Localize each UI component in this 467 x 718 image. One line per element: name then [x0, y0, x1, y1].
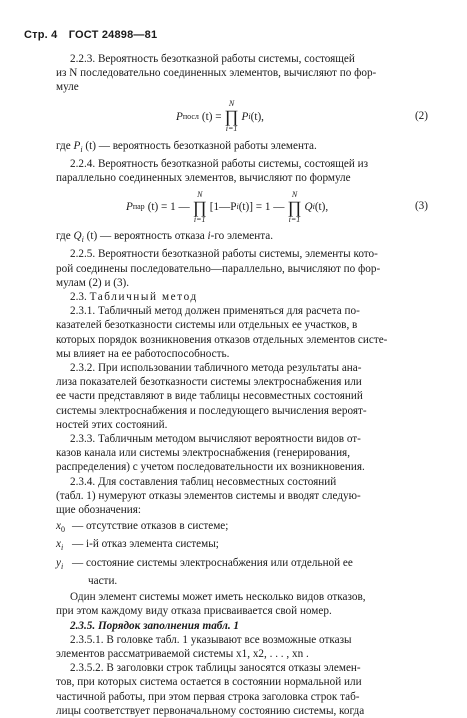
page-number: Стр. 4	[24, 29, 58, 41]
text-line: распределения) с учетом последовательности их возникновения.	[56, 461, 365, 474]
text-line: мы влияет на ее работоспособность.	[56, 347, 230, 360]
formula-2: P посл (t) = N ∏ i=1 P i (t), (2)	[176, 99, 428, 134]
text-line: 2.3.1. Табличный метод должен применяться для расчета по-	[70, 305, 360, 318]
text-line: параллельно соединенных элементов, вычисляют по формуле	[56, 172, 351, 185]
notation-list	[56, 519, 428, 588]
paragraph-2-3-3	[56, 432, 428, 475]
section-heading-2-3-5: 2.3.5. Порядок заполнения табл. 1	[70, 619, 240, 632]
text-line: тов, при которых система остается в состоянии нормальной или	[56, 676, 362, 689]
text-line: 2.2.4. Вероятность безотказной работы системы, состоящей из	[70, 157, 369, 170]
paragraph-2-3-2	[56, 361, 428, 432]
text-line: казов канала или системы электроснабжения (генерирования,	[56, 447, 350, 460]
product-operator: N ∏ i=1	[192, 189, 207, 224]
text-line: частичной работы, при этом первая строка заголовка строк таб-	[56, 690, 360, 703]
equation-number: (2)	[414, 109, 428, 122]
section-heading-2-3: 2.3. Табличный метод	[70, 291, 198, 304]
text-line: ее части представляют в виде таблицы несовместных состояний	[56, 390, 363, 403]
text-line: мулам (2) и (3).	[56, 276, 130, 289]
text-line: лицы соответствует первоначальному состоянию системы, когда	[56, 704, 365, 717]
where-p-definition: где $P_i$ (t) — вероятность безотказной работы элемента.	[56, 139, 317, 154]
text-line: 2.3.5.1. В головке табл. 1 указывают все возможные отказы	[70, 633, 352, 646]
text-line: 2.2.3. Вероятность безотказной работы системы, состоящей	[70, 53, 355, 65]
text-line: которых порядок возникновения отказов отдельных элементов систе-	[56, 333, 388, 346]
product-operator: N ∏ i=1	[287, 189, 302, 224]
text-line: 2.3.5.2. В заголовки строк таблицы заносятся отказы элемен-	[70, 662, 361, 675]
paragraph-2-2-3	[56, 52, 428, 95]
notation-item: $x_0$ — отсутствие отказов в системе;	[56, 520, 229, 535]
where-q-definition: где $Q_i$ (t) — вероятность отказа i-го элемента.	[56, 230, 274, 245]
text-line: элементов рассматриваемой системы x1, x2, . . . , xn .	[56, 647, 309, 660]
text-line: Один элемент системы может иметь несколько видов отказов,	[70, 591, 366, 604]
standard-code: ГОСТ 24898—81	[68, 29, 158, 41]
page-body	[56, 52, 428, 718]
paragraph-2-2-4	[56, 157, 428, 185]
paragraph-2-3-4	[56, 475, 428, 518]
text-line: 2.3.4. Для составления таблиц несовместных состояний	[70, 475, 337, 488]
text-line: 2.2.5. Вероятности безотказной работы системы, элементы кото-	[70, 248, 378, 261]
text-line: 2.3.3. Табличным методом вычисляют вероятности видов от-	[70, 433, 361, 446]
text-line: из N последовательно соединенных элементов, вычисляют по фор-	[56, 67, 377, 80]
equation-number: (3)	[414, 200, 428, 213]
text-line: 2.3.2. При использовании табличного метода результаты ана-	[70, 362, 362, 375]
paragraph-2-2-5	[56, 247, 428, 290]
paragraph-2-3-5-1	[56, 633, 428, 661]
notation-item-continued: части.	[88, 574, 118, 587]
paragraph-one-element	[56, 590, 428, 618]
text-line: ностей этих состояний.	[56, 418, 168, 431]
text-line: системы электроснабжения и последующего вычисления вероят-	[56, 404, 367, 417]
notation-item: $x_i$ — i-й отказ элемента системы;	[56, 538, 219, 553]
formula-3: P пар (t) = 1 — N ∏ i=1 [1—P i (t)] = 1 — N ∏ i=1 Q i (t), (3)	[126, 189, 428, 224]
text-line: рой соединены последовательно—параллельно, вычисляют по фор-	[56, 262, 381, 275]
page-header	[24, 28, 157, 42]
paragraph-2-3-1	[56, 304, 428, 361]
text-line: казателей безотказности системы или отдельных ее участков, в	[56, 319, 358, 332]
notation-item: $y_i$ — состояние системы электроснабжения или отдельной ее	[56, 556, 353, 571]
text-line: муле	[56, 81, 79, 94]
text-line: лиза показателей безотказности системы электроснабжения или	[56, 376, 362, 389]
text-line: (табл. 1) нумеруют отказы элементов системы и вводят следую-	[56, 489, 361, 502]
product-operator: N ∏ i=1	[224, 99, 239, 134]
text-line: щие обозначения:	[56, 504, 141, 517]
paragraph-2-3-5-2	[56, 661, 428, 718]
text-line: при этом каждому виду отказа присваивается свой номер.	[56, 605, 332, 618]
